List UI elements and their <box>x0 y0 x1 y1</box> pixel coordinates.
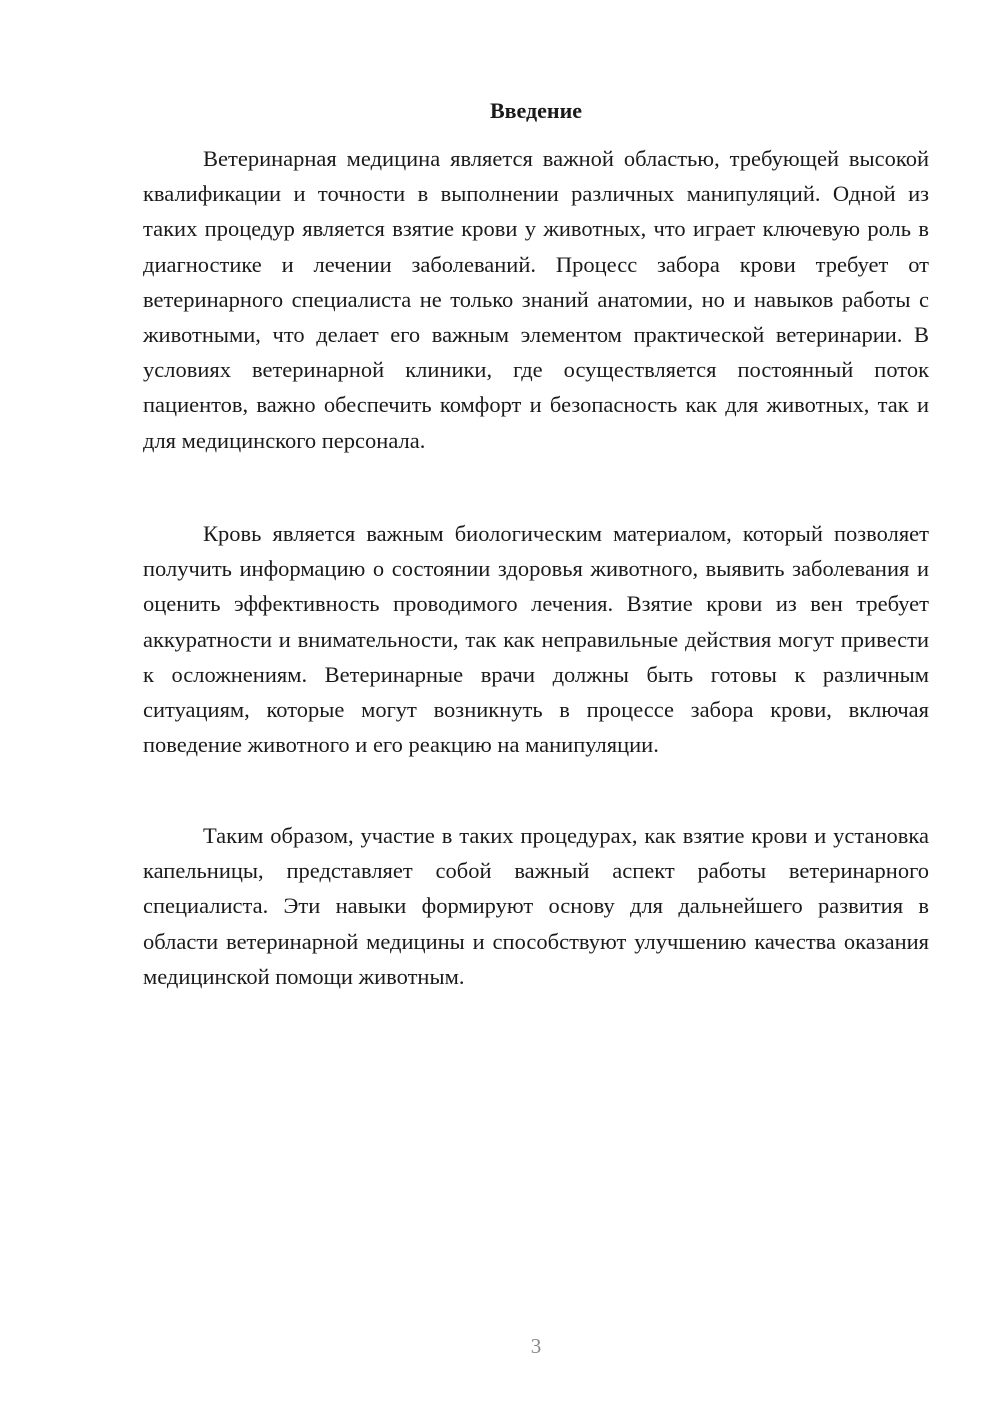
section-heading: Введение <box>489 98 583 123</box>
paragraph-3: Таким образом, участие в таких процедурах, как взятие крови и установка капельницы, представляет собой важный аспект работы ветеринарного специалиста. Эти навыки формируют основу для дальнейшего развития в области ветеринарной медицины и способствуют улучшению качества оказания медицинской помощи животным. <box>143 823 929 989</box>
paragraph-1: Ветеринарная медицина является важной областью, требующей высокой квалификации и точности в выполнении различных манипуляций. Одной из таких процедур является взятие крови у животных, что играет ключевую роль в диагностике и лечении заболеваний. Процесс забора крови требует от ветеринарного специалиста не только знаний анатомии, но и навыков работы с животными, что делает его важным элементом практической ветеринарии. В условиях ветеринарной клиники, где осуществляется постоянный поток пациентов, важно обеспечить комфорт и безопасность как для животных, так и для медицинского персонала. <box>143 146 929 453</box>
page-number: 3 <box>530 1334 542 1358</box>
paragraph-2: Кровь является важным биологическим материалом, который позволяет получить информацию о состоянии здоровья животного, выявить заболевания и оценить эффективность проводимого лечения. Взятие крови из вен требует аккуратности и внимательности, так как неправильные действия могут привести к осложнениям. Ветеринарные врачи должны быть готовы к различным ситуациям, которые могут возникнуть в процессе забора крови, включая поведение животного и его реакцию на манипуляции. <box>143 521 929 758</box>
